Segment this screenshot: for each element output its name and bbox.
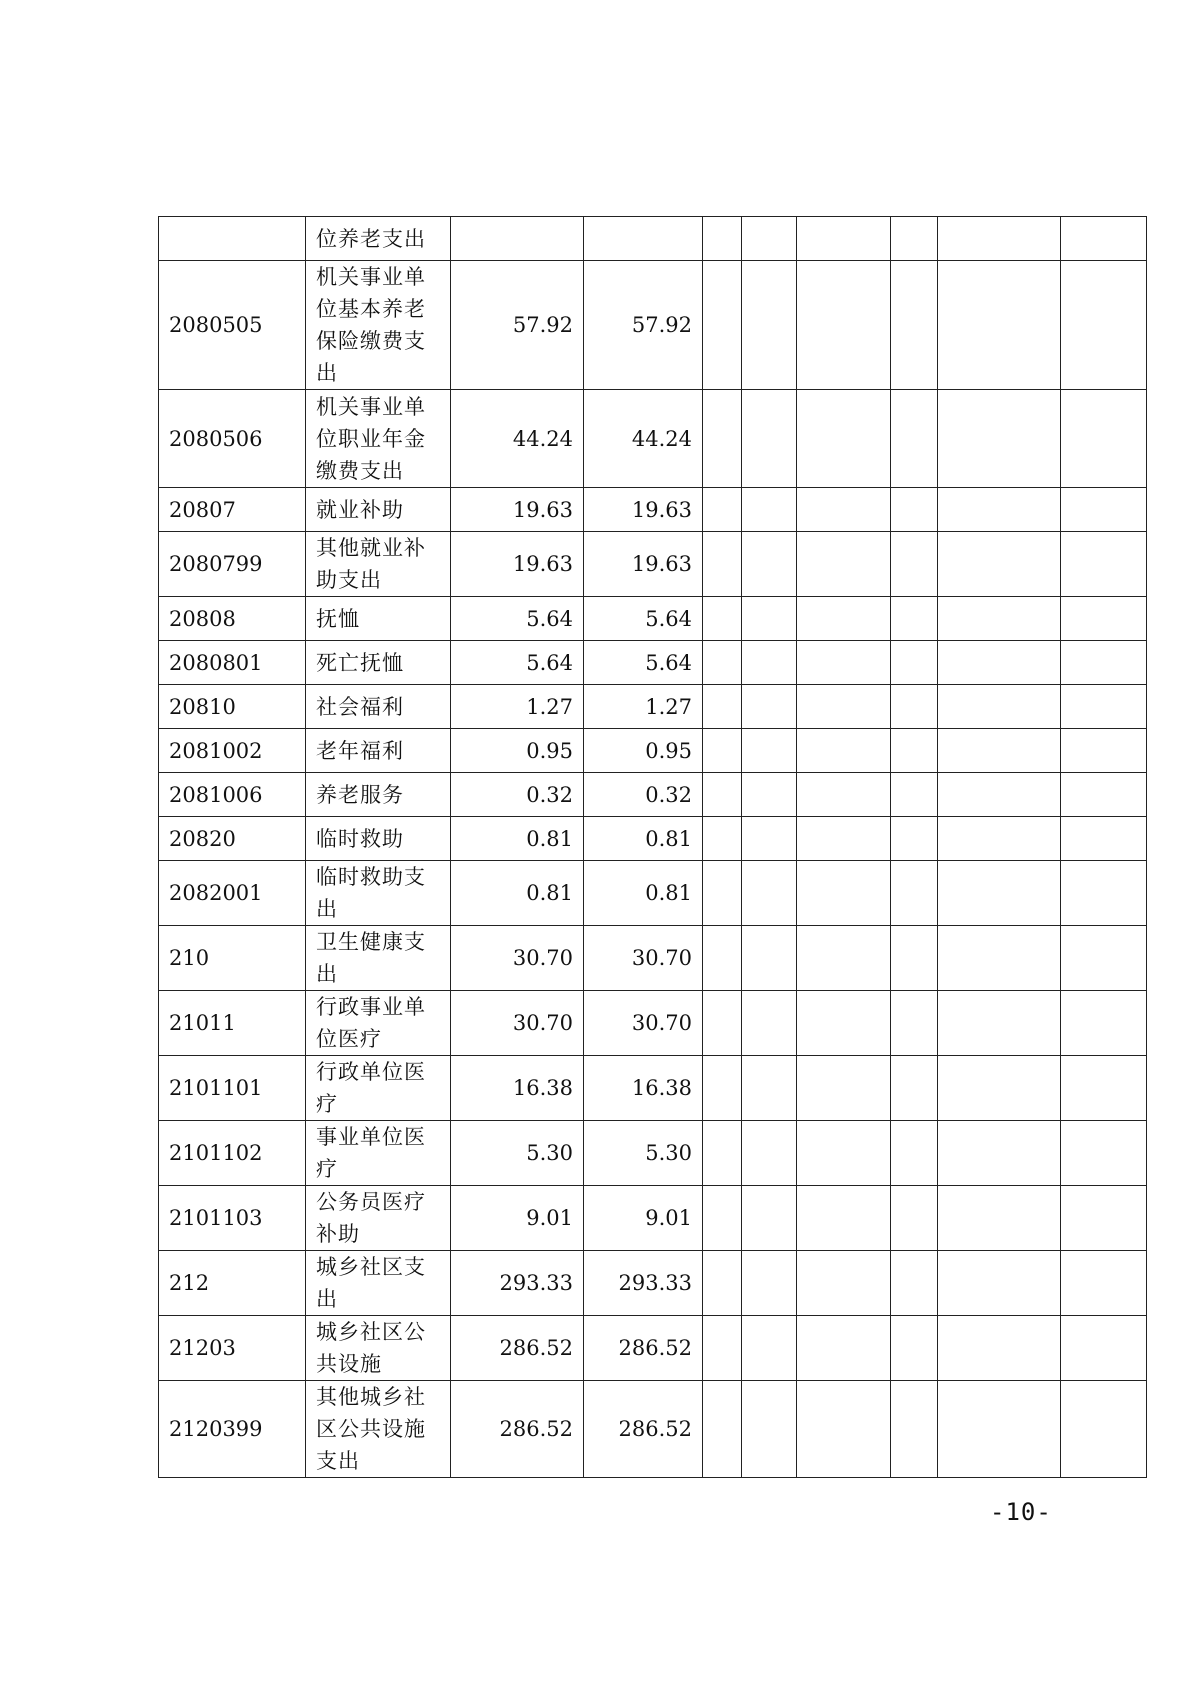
empty-cell — [891, 817, 938, 861]
table-row — [159, 1251, 1147, 1316]
amount-cell: 0.95 — [451, 729, 584, 773]
amount-cell: 1.27 — [451, 685, 584, 729]
empty-cell — [1061, 861, 1147, 926]
empty-cell — [891, 1186, 938, 1251]
empty-cell — [1061, 1186, 1147, 1251]
amount-cell: 293.33 — [584, 1251, 703, 1316]
empty-cell — [703, 390, 742, 488]
empty-cell — [1061, 1251, 1147, 1316]
amount-cell: 44.24 — [584, 390, 703, 488]
empty-cell — [797, 641, 891, 685]
amount-cell: 293.33 — [451, 1251, 584, 1316]
item-name-cell: 公务员医疗补助 — [306, 1186, 451, 1251]
empty-cell — [938, 532, 1061, 597]
empty-cell — [703, 1121, 742, 1186]
empty-cell — [797, 1056, 891, 1121]
amount-cell: 19.63 — [451, 532, 584, 597]
table-row — [159, 217, 1147, 261]
empty-cell — [703, 1251, 742, 1316]
table-row — [159, 926, 1147, 991]
empty-cell — [1061, 217, 1147, 261]
empty-cell — [1061, 597, 1147, 641]
empty-cell — [797, 926, 891, 991]
empty-cell — [742, 390, 797, 488]
empty-cell — [938, 1316, 1061, 1381]
item-code-cell: 2101101 — [159, 1056, 306, 1121]
empty-cell — [797, 532, 891, 597]
item-name-cell: 位养老支出 — [306, 217, 451, 261]
empty-cell — [1061, 488, 1147, 532]
empty-cell — [891, 1121, 938, 1186]
empty-cell — [1061, 390, 1147, 488]
empty-cell — [742, 1251, 797, 1316]
empty-cell — [797, 1381, 891, 1478]
empty-cell — [891, 729, 938, 773]
empty-cell — [742, 597, 797, 641]
item-code-cell: 2080801 — [159, 641, 306, 685]
empty-cell — [742, 729, 797, 773]
empty-cell — [1061, 773, 1147, 817]
item-code-cell: 20808 — [159, 597, 306, 641]
item-name-cell: 机关事业单位基本养老保险缴费支出 — [306, 261, 451, 390]
empty-cell — [938, 641, 1061, 685]
table-row — [159, 597, 1147, 641]
item-name-cell: 养老服务 — [306, 773, 451, 817]
empty-cell — [1061, 1056, 1147, 1121]
empty-cell — [891, 597, 938, 641]
item-name-cell: 就业补助 — [306, 488, 451, 532]
amount-cell: 286.52 — [584, 1381, 703, 1478]
empty-cell — [703, 597, 742, 641]
empty-cell — [797, 597, 891, 641]
empty-cell — [797, 685, 891, 729]
empty-cell — [938, 390, 1061, 488]
empty-cell — [1061, 641, 1147, 685]
empty-cell — [797, 1121, 891, 1186]
item-name-cell: 行政事业单位医疗 — [306, 991, 451, 1056]
empty-cell — [1061, 1316, 1147, 1381]
empty-cell — [1061, 532, 1147, 597]
item-code-cell: 21203 — [159, 1316, 306, 1381]
empty-cell — [938, 685, 1061, 729]
empty-cell — [891, 488, 938, 532]
empty-cell — [797, 261, 891, 390]
item-code-cell: 2081006 — [159, 773, 306, 817]
table-row — [159, 641, 1147, 685]
table-row — [159, 861, 1147, 926]
empty-cell — [938, 861, 1061, 926]
amount-cell: 9.01 — [584, 1186, 703, 1251]
item-code-cell: 2101102 — [159, 1121, 306, 1186]
empty-cell — [1061, 685, 1147, 729]
empty-cell — [938, 488, 1061, 532]
empty-cell — [703, 1056, 742, 1121]
empty-cell — [797, 991, 891, 1056]
amount-cell: 5.64 — [584, 597, 703, 641]
item-name-cell: 行政单位医疗 — [306, 1056, 451, 1121]
empty-cell — [742, 261, 797, 390]
amount-cell: 57.92 — [451, 261, 584, 390]
table-row — [159, 1316, 1147, 1381]
item-code-cell: 2080506 — [159, 390, 306, 488]
item-name-cell: 临时救助支出 — [306, 861, 451, 926]
empty-cell — [703, 991, 742, 1056]
empty-cell — [891, 1381, 938, 1478]
empty-cell — [797, 488, 891, 532]
empty-cell — [891, 926, 938, 991]
empty-cell — [1061, 729, 1147, 773]
amount-cell: 19.63 — [584, 532, 703, 597]
item-name-cell: 社会福利 — [306, 685, 451, 729]
empty-cell — [938, 1186, 1061, 1251]
amount-cell: 19.63 — [451, 488, 584, 532]
amount-cell: 30.70 — [584, 926, 703, 991]
item-code-cell: 2080799 — [159, 532, 306, 597]
empty-cell — [742, 817, 797, 861]
empty-cell — [938, 1381, 1061, 1478]
empty-cell — [742, 773, 797, 817]
empty-cell — [938, 773, 1061, 817]
empty-cell — [742, 1316, 797, 1381]
item-name-cell: 机关事业单位职业年金缴费支出 — [306, 390, 451, 488]
empty-cell — [891, 861, 938, 926]
item-code-cell: 2101103 — [159, 1186, 306, 1251]
item-code-cell: 21011 — [159, 991, 306, 1056]
amount-cell: 19.63 — [584, 488, 703, 532]
item-code-cell: 212 — [159, 1251, 306, 1316]
item-name-cell: 其他就业补助支出 — [306, 532, 451, 597]
amount-cell: 5.64 — [451, 641, 584, 685]
amount-cell: 286.52 — [451, 1381, 584, 1478]
table-row — [159, 261, 1147, 390]
empty-cell — [891, 532, 938, 597]
empty-cell — [938, 1251, 1061, 1316]
empty-cell — [938, 729, 1061, 773]
item-code-cell: 2082001 — [159, 861, 306, 926]
empty-cell — [938, 1056, 1061, 1121]
empty-cell — [1061, 991, 1147, 1056]
empty-cell — [1061, 926, 1147, 991]
empty-cell — [938, 926, 1061, 991]
item-name-cell: 死亡抚恤 — [306, 641, 451, 685]
item-code-cell: 20807 — [159, 488, 306, 532]
empty-cell — [1061, 817, 1147, 861]
empty-cell — [797, 773, 891, 817]
item-name-cell: 其他城乡社区公共设施支出 — [306, 1381, 451, 1478]
empty-cell — [742, 217, 797, 261]
item-code-cell: 2120399 — [159, 1381, 306, 1478]
empty-cell — [797, 390, 891, 488]
empty-cell — [742, 991, 797, 1056]
amount-cell: 30.70 — [451, 991, 584, 1056]
empty-cell — [938, 597, 1061, 641]
empty-cell — [891, 217, 938, 261]
empty-cell — [703, 261, 742, 390]
empty-cell — [742, 685, 797, 729]
amount-cell — [584, 217, 703, 261]
empty-cell — [703, 1381, 742, 1478]
item-name-cell: 事业单位医疗 — [306, 1121, 451, 1186]
amount-cell: 0.81 — [451, 817, 584, 861]
empty-cell — [742, 861, 797, 926]
amount-cell: 5.64 — [584, 641, 703, 685]
empty-cell — [742, 641, 797, 685]
empty-cell — [703, 1316, 742, 1381]
table-row — [159, 817, 1147, 861]
item-name-cell: 卫生健康支出 — [306, 926, 451, 991]
empty-cell — [742, 488, 797, 532]
empty-cell — [797, 729, 891, 773]
empty-cell — [742, 1381, 797, 1478]
empty-cell — [891, 1056, 938, 1121]
empty-cell — [703, 926, 742, 991]
item-name-cell: 城乡社区公共设施 — [306, 1316, 451, 1381]
amount-cell — [451, 217, 584, 261]
empty-cell — [703, 488, 742, 532]
table-row — [159, 488, 1147, 532]
empty-cell — [891, 685, 938, 729]
empty-cell — [703, 685, 742, 729]
table-row — [159, 1381, 1147, 1478]
empty-cell — [1061, 1121, 1147, 1186]
empty-cell — [797, 1186, 891, 1251]
empty-cell — [1061, 261, 1147, 390]
amount-cell: 16.38 — [451, 1056, 584, 1121]
empty-cell — [938, 991, 1061, 1056]
amount-cell: 286.52 — [451, 1316, 584, 1381]
empty-cell — [742, 926, 797, 991]
empty-cell — [797, 217, 891, 261]
empty-cell — [938, 817, 1061, 861]
empty-cell — [938, 217, 1061, 261]
empty-cell — [703, 217, 742, 261]
table-row — [159, 685, 1147, 729]
empty-cell — [703, 1186, 742, 1251]
page-number: -10- — [990, 1498, 1052, 1526]
empty-cell — [891, 1316, 938, 1381]
empty-cell — [703, 532, 742, 597]
item-name-cell: 老年福利 — [306, 729, 451, 773]
empty-cell — [938, 261, 1061, 390]
empty-cell — [742, 1121, 797, 1186]
item-code-cell: 20820 — [159, 817, 306, 861]
amount-cell: 0.81 — [451, 861, 584, 926]
amount-cell: 57.92 — [584, 261, 703, 390]
amount-cell: 0.81 — [584, 817, 703, 861]
empty-cell — [742, 1186, 797, 1251]
empty-cell — [703, 773, 742, 817]
amount-cell: 1.27 — [584, 685, 703, 729]
empty-cell — [797, 861, 891, 926]
item-code-cell — [159, 217, 306, 261]
item-name-cell: 城乡社区支出 — [306, 1251, 451, 1316]
amount-cell: 0.95 — [584, 729, 703, 773]
amount-cell: 9.01 — [451, 1186, 584, 1251]
empty-cell — [742, 532, 797, 597]
empty-cell — [891, 390, 938, 488]
empty-cell — [703, 817, 742, 861]
item-name-cell: 临时救助 — [306, 817, 451, 861]
item-code-cell: 2080505 — [159, 261, 306, 390]
empty-cell — [703, 641, 742, 685]
item-code-cell: 210 — [159, 926, 306, 991]
empty-cell — [891, 641, 938, 685]
table-row — [159, 773, 1147, 817]
amount-cell: 5.30 — [451, 1121, 584, 1186]
empty-cell — [797, 817, 891, 861]
empty-cell — [891, 1251, 938, 1316]
amount-cell: 5.64 — [451, 597, 584, 641]
amount-cell: 286.52 — [584, 1316, 703, 1381]
amount-cell: 16.38 — [584, 1056, 703, 1121]
item-code-cell: 2081002 — [159, 729, 306, 773]
empty-cell — [1061, 1381, 1147, 1478]
amount-cell: 0.81 — [584, 861, 703, 926]
item-code-cell: 20810 — [159, 685, 306, 729]
amount-cell: 0.32 — [451, 773, 584, 817]
amount-cell: 0.32 — [584, 773, 703, 817]
empty-cell — [938, 1121, 1061, 1186]
item-name-cell: 抚恤 — [306, 597, 451, 641]
table-row — [159, 1121, 1147, 1186]
table-row — [159, 390, 1147, 488]
empty-cell — [703, 861, 742, 926]
empty-cell — [891, 261, 938, 390]
table-row — [159, 729, 1147, 773]
empty-cell — [891, 773, 938, 817]
amount-cell: 30.70 — [451, 926, 584, 991]
table-row — [159, 532, 1147, 597]
amount-cell: 5.30 — [584, 1121, 703, 1186]
empty-cell — [797, 1251, 891, 1316]
empty-cell — [742, 1056, 797, 1121]
budget-table — [158, 216, 1147, 1478]
table-row — [159, 1056, 1147, 1121]
table-row — [159, 991, 1147, 1056]
empty-cell — [703, 729, 742, 773]
empty-cell — [891, 991, 938, 1056]
amount-cell: 30.70 — [584, 991, 703, 1056]
empty-cell — [797, 1316, 891, 1381]
table-row — [159, 1186, 1147, 1251]
amount-cell: 44.24 — [451, 390, 584, 488]
